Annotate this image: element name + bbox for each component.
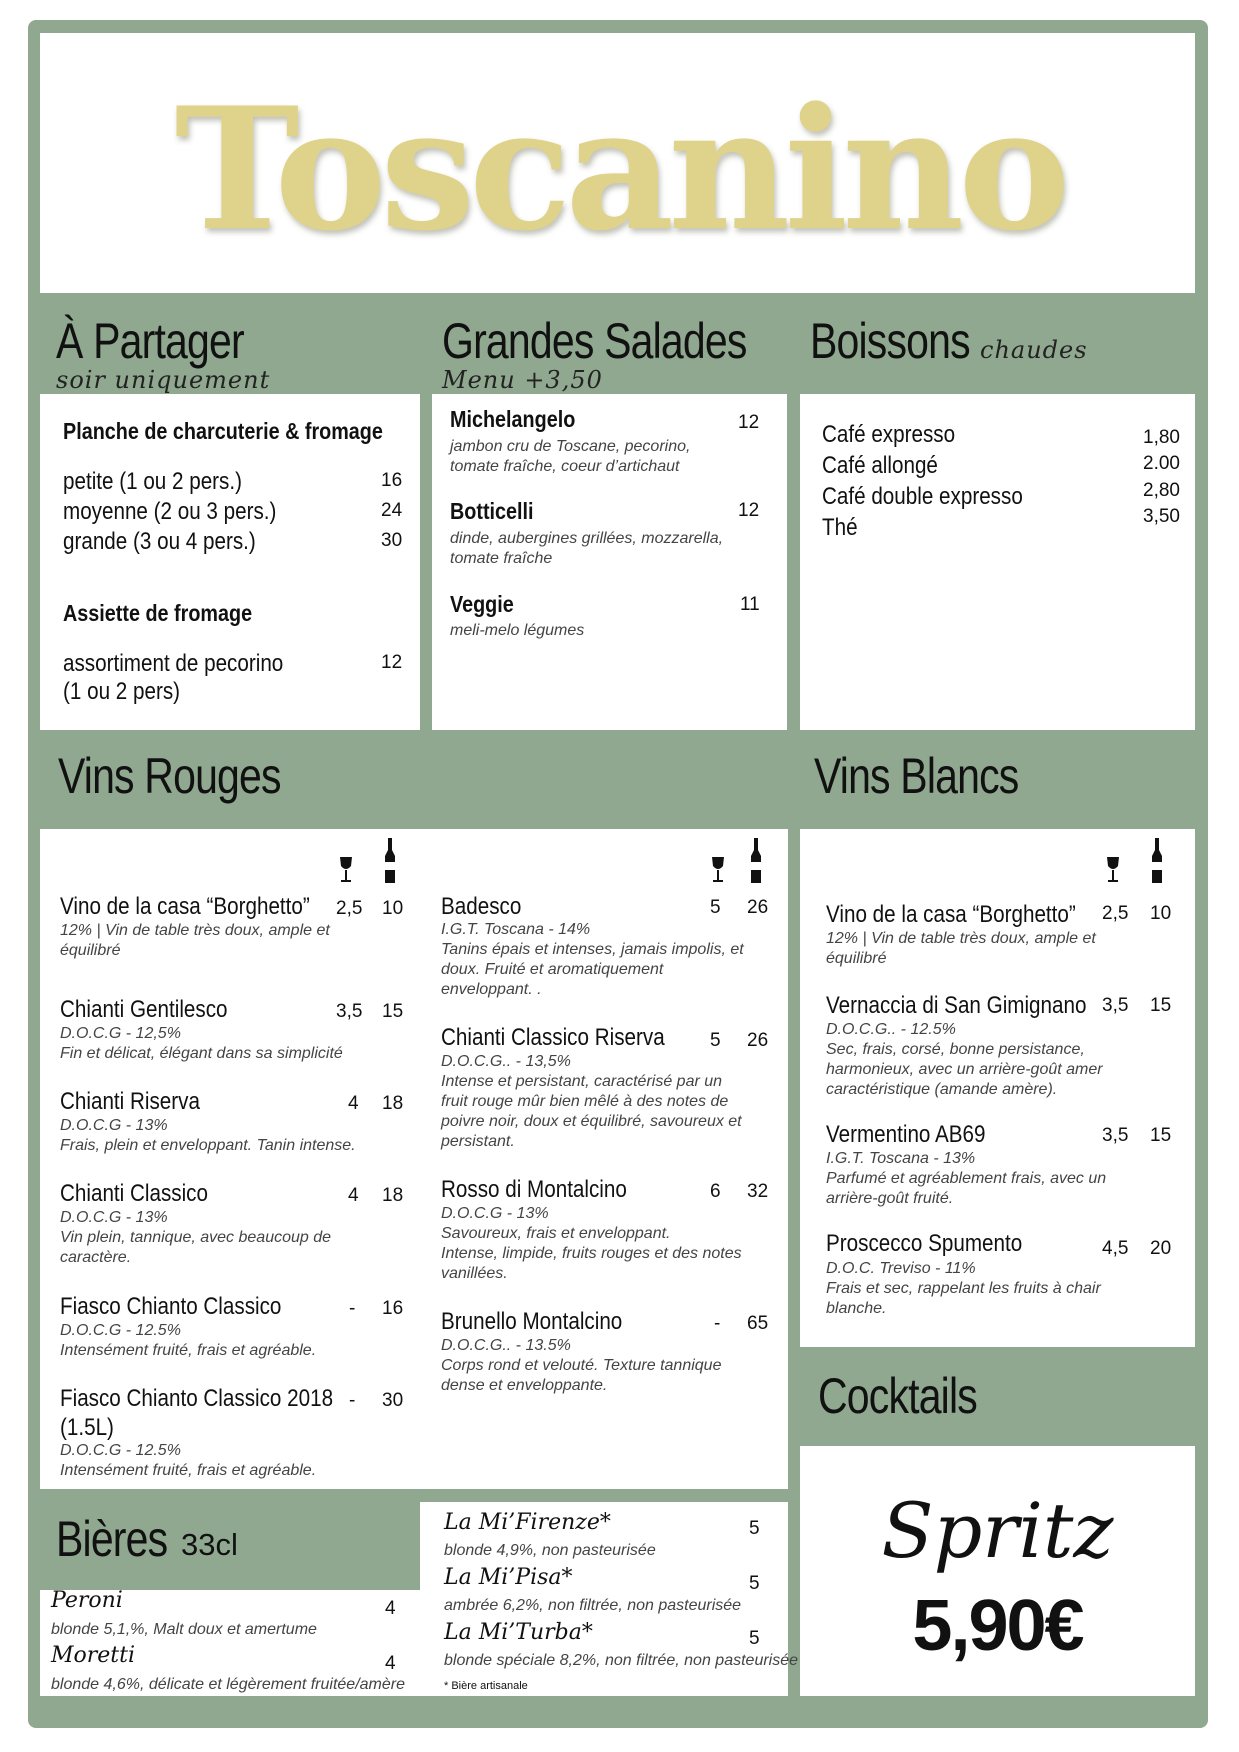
beer-desc: blonde 4,6%, délicate et légèrement fruitée/amère — [51, 1676, 405, 1693]
wine-glass-price: 4 — [348, 1093, 359, 1114]
boisson-label: Café allongé — [822, 452, 938, 479]
wine-glass-price: 4 — [348, 1185, 359, 1206]
wine-desc: D.O.C.G - 13% — [60, 1117, 168, 1134]
wine-desc: Fin et délicat, élégant dans sa simplicité — [60, 1045, 343, 1062]
wine-name: Chianti Classico Riserva — [441, 1024, 665, 1051]
wine-glass-price: 4,5 — [1102, 1238, 1129, 1259]
wine-desc: caractère. — [60, 1249, 132, 1266]
wine-glass-price: 3,5 — [336, 1001, 363, 1022]
wine-desc: équilibré — [826, 950, 887, 967]
boisson-price: 2.00 — [1143, 453, 1180, 474]
wine-desc: I.G.T. Toscana - 14% — [441, 921, 591, 938]
wine-glass-price: 3,5 — [1102, 1125, 1129, 1146]
salade-name: Michelangelo — [450, 406, 576, 432]
beer-name: La Mi’Turba* — [444, 1620, 593, 1645]
cocktail-name: Spritz — [881, 1486, 1114, 1575]
wine-glass-price: 5 — [710, 897, 721, 918]
wine-desc: D.O.C. Treviso - 11% — [826, 1260, 976, 1277]
wine-glass-price: - — [349, 1298, 356, 1319]
wine-desc: D.O.C.G - 12,5% — [60, 1025, 181, 1042]
wine-desc: Corps rond et velouté. Texture tannique — [441, 1357, 722, 1374]
wine-desc: poivre noir, doux et équilibré, savoureux et — [441, 1113, 742, 1130]
wine-desc: doux. Fruité et aromatiquement — [441, 961, 664, 978]
wine-glass-icon — [1105, 856, 1121, 884]
wine-desc: D.O.C.G - 13% — [441, 1205, 549, 1222]
wine-bottle-price: 30 — [382, 1390, 404, 1411]
wine-desc: enveloppant. . — [441, 981, 542, 998]
boissons-subtitle: chaudes — [980, 336, 1088, 364]
salade-desc: dinde, aubergines grillées, mozzarella, — [450, 530, 724, 547]
wine-desc: Parfumé et agréablement frais, avec un — [826, 1170, 1107, 1187]
wine-name: Proscecco Spumento — [826, 1230, 1023, 1257]
wine-desc: Savoureux, frais et enveloppant. — [441, 1225, 671, 1242]
boisson-label: Thé — [822, 514, 858, 541]
salade-price: 11 — [740, 594, 760, 615]
brand-logo: Toscanino — [174, 70, 1065, 268]
wine-desc: 12% | Vin de table très doux, ample et — [826, 930, 1096, 947]
partager-item-price: 16 — [381, 470, 403, 491]
wine-desc: D.O.C.G.. - 13.5% — [441, 1337, 571, 1354]
salade-price: 12 — [738, 500, 760, 521]
wine-bottle-price: 18 — [382, 1185, 404, 1206]
partager-fromage-label-2: (1 ou 2 pers) — [63, 678, 181, 705]
wine-desc: Tanins épais et intenses, jamais impolis, et — [441, 941, 744, 958]
bieres-size: 33cl — [181, 1527, 238, 1562]
wine-glass-price: 5 — [710, 1030, 721, 1051]
wine-name: Vino de la casa “Borghetto” — [826, 901, 1076, 928]
rouges-title: Vins Rouges — [58, 748, 281, 804]
wine-glass-price: - — [714, 1313, 721, 1334]
wine-desc: persistant. — [441, 1133, 515, 1150]
wine-desc: blanche. — [826, 1300, 887, 1317]
wine-bottle-price: 20 — [1150, 1238, 1172, 1259]
salades-title: Grandes Salades — [442, 313, 747, 369]
beer-price: 4 — [385, 1653, 396, 1674]
wine-bottle-price: 65 — [747, 1313, 769, 1334]
salade-name: Botticelli — [450, 498, 534, 524]
wine-desc: équilibré — [60, 942, 121, 959]
wine-desc: I.G.T. Toscana - 13% — [826, 1150, 976, 1167]
wine-glass-icon — [338, 856, 354, 884]
partager-title: À Partager — [56, 313, 244, 369]
wine-bottle-price: 26 — [747, 1030, 769, 1051]
salade-desc: jambon cru de Toscane, pecorino, — [450, 438, 691, 455]
cocktail-price: 5,90€ — [912, 1586, 1083, 1666]
wine-bottle-price: 18 — [382, 1093, 404, 1114]
wine-desc: caractéristique (amande amère). — [826, 1081, 1058, 1098]
beer-desc: blonde 4,9%, non pasteurisée — [444, 1542, 656, 1559]
wine-glass-price: 2,5 — [336, 898, 363, 919]
beer-price: 5 — [749, 1518, 760, 1539]
salade-price: 12 — [738, 412, 760, 433]
partager-fromage-price: 12 — [381, 652, 403, 673]
beer-name: Moretti — [51, 1643, 136, 1668]
wine-desc: D.O.C.G - 13% — [60, 1209, 168, 1226]
boisson-price: 3,50 — [1143, 506, 1180, 527]
wine-bottle-price: 26 — [747, 897, 769, 918]
beer-price: 5 — [749, 1628, 760, 1649]
wine-glass-price: 6 — [710, 1181, 721, 1202]
wine-name: Fiasco Chianto Classico 2018 — [60, 1385, 334, 1412]
wine-desc: harmonieux, avec un arrière-goût amer — [826, 1061, 1103, 1078]
wine-bottle-price: 10 — [1150, 903, 1172, 924]
salade-name: Veggie — [450, 591, 514, 617]
partager-item-price: 30 — [381, 530, 403, 551]
partager-item-price: 24 — [381, 500, 403, 521]
wine-bottle-icon — [1149, 838, 1165, 884]
wine-name: Chianti Gentilesco — [60, 996, 228, 1023]
beer-desc: blonde spéciale 8,2%, non filtrée, non pasteurisée — [444, 1652, 799, 1669]
wine-bottle-price: 10 — [382, 898, 404, 919]
wine-bottle-icon — [748, 838, 764, 884]
beer-name: La Mi’Firenze* — [444, 1510, 611, 1535]
cocktails-title: Cocktails — [818, 1368, 977, 1424]
beer-name: Peroni — [51, 1588, 123, 1613]
wine-bottle-price: 15 — [382, 1001, 404, 1022]
wine-name: Badesco — [441, 893, 522, 920]
blancs-title: Vins Blancs — [814, 748, 1019, 804]
partager-fromage-label: assortiment de pecorino — [63, 650, 284, 677]
wine-name: Brunello Montalcino — [441, 1308, 623, 1335]
wine-glass-icon — [710, 856, 726, 884]
salades-subtitle: Menu +3,50 — [442, 366, 603, 394]
wine-name: Vernaccia di San Gimignano — [826, 992, 1087, 1019]
partager-section-fromage: Assiette de fromage — [63, 600, 253, 626]
partager-item-label: moyenne (2 ou 3 pers.) — [63, 498, 277, 525]
boisson-price: 1,80 — [1143, 427, 1180, 448]
wine-desc: dense et enveloppante. — [441, 1377, 608, 1394]
wine-bottle-price: 16 — [382, 1298, 404, 1319]
beer-price: 5 — [749, 1573, 760, 1594]
boisson-label: Café double expresso — [822, 483, 1023, 510]
wine-desc: D.O.C.G.. - 13,5% — [441, 1053, 571, 1070]
wine-bottle-icon — [382, 838, 398, 884]
partager-item-label: petite (1 ou 2 pers.) — [63, 468, 242, 495]
wine-name: Fiasco Chianto Classico — [60, 1293, 282, 1320]
wine-name: Vermentino AB69 — [826, 1121, 986, 1148]
beer-desc: ambrée 6,2%, non filtrée, non pasteurisée — [444, 1597, 742, 1614]
wine-desc: fruit rouge mûr bien mêlé à des notes de — [441, 1093, 729, 1110]
beer-footnote: * Bière artisanale — [444, 1680, 528, 1692]
wine-desc: Sec, frais, corsé, bonne persistance, — [826, 1041, 1085, 1058]
beer-desc: blonde 5,1,%, Malt doux et amertume — [51, 1621, 317, 1638]
wine-desc: D.O.C.G - 12.5% — [60, 1322, 181, 1339]
wine-desc: Intense, limpide, fruits rouges et des notes — [441, 1245, 742, 1262]
wine-desc: vanillées. — [441, 1265, 508, 1282]
partager-item-label: grande (3 ou 4 pers.) — [63, 528, 256, 555]
salade-desc: tomate fraîche, coeur d’artichaut — [450, 458, 680, 475]
bieres-title: Bières — [56, 1511, 168, 1567]
boisson-label: Café expresso — [822, 421, 956, 448]
wine-desc: D.O.C.G.. - 12.5% — [826, 1021, 956, 1038]
wine-bottle-price: 15 — [1150, 1125, 1172, 1146]
wine-desc: Frais, plein et enveloppant. Tanin intense. — [60, 1137, 356, 1154]
boisson-price: 2,80 — [1143, 480, 1180, 501]
beer-price: 4 — [385, 1598, 396, 1619]
wine-bottle-price: 32 — [747, 1181, 769, 1202]
wine-desc: 12% | Vin de table très doux, ample et — [60, 922, 330, 939]
wine-desc: Intense et persistant, caractérisé par un — [441, 1073, 723, 1090]
wine-desc: Vin plein, tannique, avec beaucoup de — [60, 1229, 332, 1246]
salade-desc: meli-melo légumes — [450, 622, 585, 639]
wine-glass-price: 3,5 — [1102, 995, 1129, 1016]
wine-name: Chianti Riserva — [60, 1088, 200, 1115]
wine-bottle-price: 15 — [1150, 995, 1172, 1016]
wine-desc: Frais et sec, rappelant les fruits à chair — [826, 1280, 1101, 1297]
wine-glass-price: 2,5 — [1102, 903, 1129, 924]
wine-desc: Intensément fruité, frais et agréable. — [60, 1462, 317, 1479]
beer-name: La Mi’Pisa* — [444, 1565, 573, 1590]
partager-section-planche: Planche de charcuterie & fromage — [63, 418, 383, 444]
wine-desc: Intensément fruité, frais et agréable. — [60, 1342, 317, 1359]
wine-name: Rosso di Montalcino — [441, 1176, 627, 1203]
salade-desc: tomate fraîche — [450, 550, 553, 567]
boissons-title: Boissons — [810, 313, 970, 369]
wine-name: Chianti Classico — [60, 1180, 208, 1207]
wine-name: Vino de la casa “Borghetto” — [60, 893, 310, 920]
wine-glass-price: - — [349, 1390, 356, 1411]
wine-name-size: (1.5L) — [60, 1414, 114, 1441]
wine-desc: D.O.C.G - 12.5% — [60, 1442, 181, 1459]
wine-desc: arrière-goût fruité. — [826, 1190, 954, 1207]
partager-subtitle: soir uniquement — [56, 366, 271, 394]
